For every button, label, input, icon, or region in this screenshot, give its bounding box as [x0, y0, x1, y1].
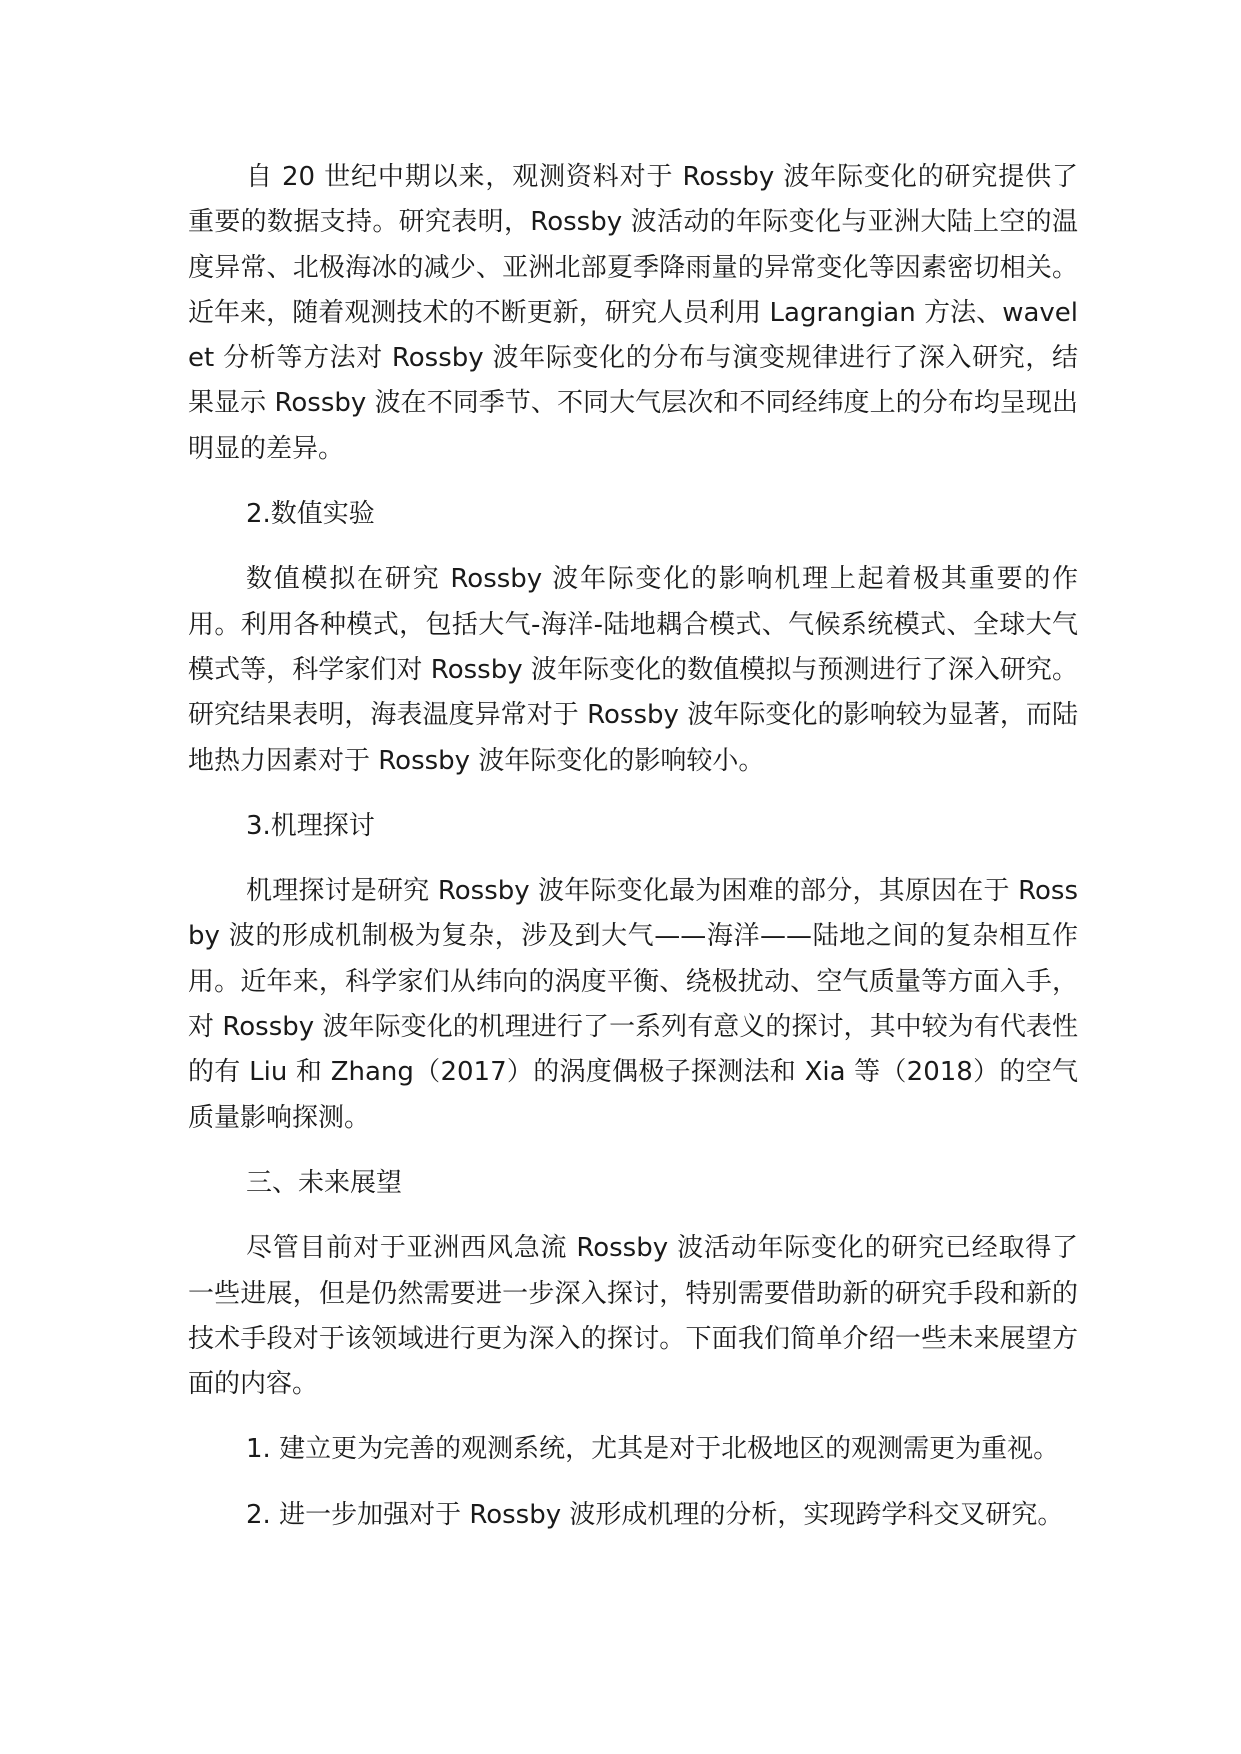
list-item-mechanism-analysis: 2. 进一步加强对于 Rossby 波形成机理的分析，实现跨学科交叉研究。 [246, 1499, 1064, 1530]
paragraph-future-outlook: 尽管目前对于亚洲西风急流 Rossby 波活动年际变化的研究已经取得了一些进展，但是仍然需要进一步深入探讨，特别需要借助新的研究手段和新的技术手段对于该领域进行更为深入的探讨。下面我们简单介绍一些未来展望方面的内容。 [188, 1233, 1078, 1400]
document-body [188, 155, 1078, 1558]
paragraph-observations: 自 20 世纪中期以来，观测资料对于 Rossby 波年际变化的研究提供了重要的数据支持。研究表明，Rossby 波活动的年际变化与亚洲大陆上空的温度异常、北极海冰的减少、亚洲北部夏季降雨量的异常变化等因素密切相关。近年来，随着观测技术的不断更新，研究人员利用 Lagrangian 方法、wavelet 分析等方法对 Rossby 波年际变化的分布与演变规律进行了深入研究，结果显示 Rossby 波在不同季节、不同大气层次和不同经纬度上的分布均呈现出明显的差异。 [188, 162, 1078, 464]
section-heading-numerical-experiments: 2.数值实验 [246, 499, 375, 530]
list-item-observation-system: 1. 建立更为完善的观测系统，尤其是对于北极地区的观测需更为重视。 [246, 1434, 1060, 1465]
paragraph-mechanism: 机理探讨是研究 Rossby 波年际变化最为困难的部分，其原因在于 Rossby 波的形成机制极为复杂，涉及到大气——海洋——陆地之间的复杂相互作用。近年来，科学家们从纬向的涡度平衡、绕极扰动、空气质量等方面入手，对 Rossby 波年际变化的机理进行了一系列有意义的探讨，其中较为有代表性的有 Liu 和 Zhang（2017）的涡度偶极子探测法和 Xia 等（2018）的空气质量影响探测。 [188, 876, 1078, 1133]
section-heading-future-outlook: 三、未来展望 [246, 1167, 403, 1198]
section-heading-mechanism: 3.机理探讨 [246, 810, 375, 841]
paragraph-numerical-simulation: 数值模拟在研究 Rossby 波年际变化的影响机理上起着极其重要的作用。利用各种模式，包括大气-海洋-陆地耦合模式、气候系统模式、全球大气模式等，科学家们对 Rossby 波年际变化的数值模拟与预测进行了深入研究。研究结果表明，海表温度异常对于 Rossby 波年际变化的影响较为显著，而陆地热力因素对于 Rossby 波年际变化的影响较小。 [188, 564, 1078, 776]
